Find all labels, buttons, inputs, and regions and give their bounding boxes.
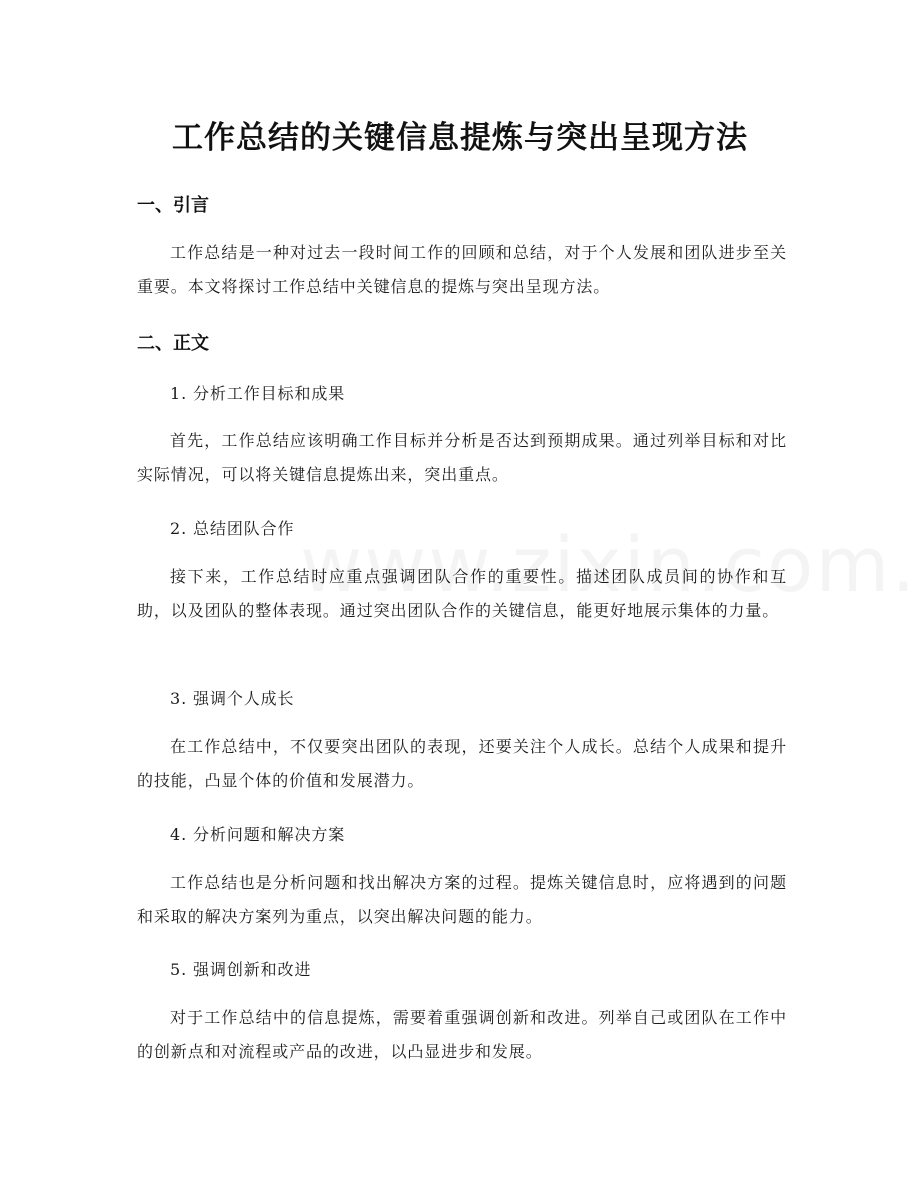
- section-heading-intro: 一、引言: [137, 195, 209, 216]
- item-heading-2: 2. 总结团队合作: [170, 519, 295, 538]
- section-heading-body: 二、正文: [137, 333, 209, 354]
- item-paragraph-1: 首先，工作总结应该明确工作目标并分析是否达到预期成果。通过列举目标和对比实际情况，可以将关键信息提炼出来，突出重点。: [137, 431, 787, 484]
- item-paragraph-2: 接下来，工作总结时应重点强调团队合作的重要性。描述团队成员间的协作和互助，以及团队的整体表现。通过突出团队合作的关键信息，能更好地展示集体的力量。: [137, 567, 787, 620]
- item-heading-5: 5. 强调创新和改进: [170, 960, 312, 979]
- item-paragraph-3: 在工作总结中，不仅要突出团队的表现，还要关注个人成长。总结个人成果和提升的技能，凸显个体的价值和发展潜力。: [137, 737, 787, 790]
- item-heading-1: 1. 分析工作目标和成果: [170, 384, 346, 403]
- item-paragraph-5: 对于工作总结中的信息提炼，需要着重强调创新和改进。列举自己或团队在工作中的创新点和对流程或产品的改进，以凸显进步和发展。: [137, 1008, 787, 1061]
- document-title: 工作总结的关键信息提炼与突出呈现方法: [172, 120, 748, 156]
- item-paragraph-4: 工作总结也是分析问题和找出解决方案的过程。提炼关键信息时，应将遇到的问题和采取的解决方案列为重点，以突出解决问题的能力。: [137, 873, 787, 926]
- intro-paragraph: 工作总结是一种对过去一段时间工作的回顾和总结，对于个人发展和团队进步至关重要。本文将探讨工作总结中关键信息的提炼与突出呈现方法。: [137, 243, 787, 296]
- item-heading-4: 4. 分析问题和解决方案: [170, 825, 346, 844]
- item-heading-3: 3. 强调个人成长: [170, 689, 295, 708]
